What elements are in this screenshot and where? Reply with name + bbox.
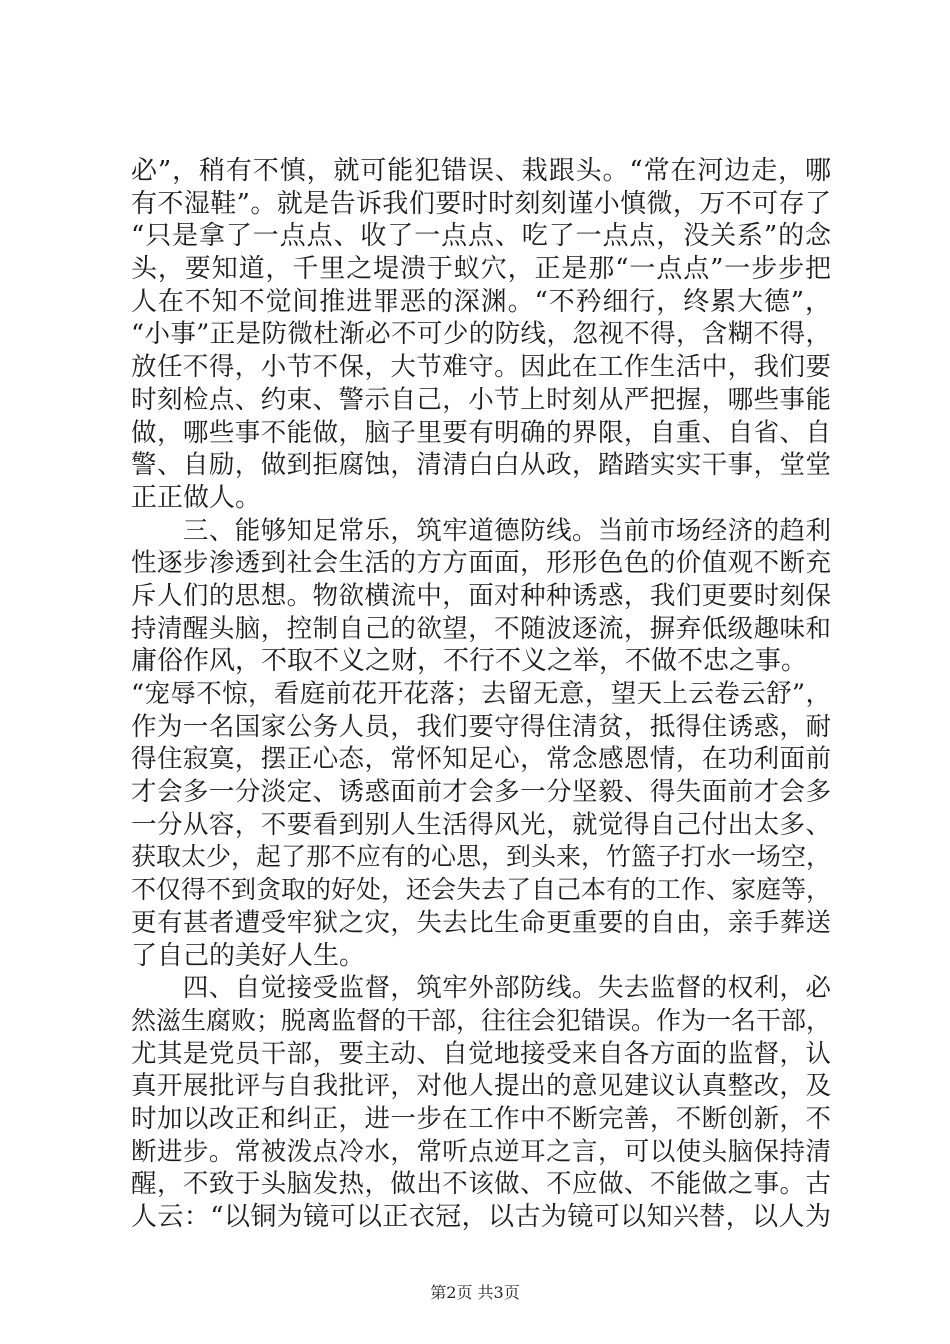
text-line: 更有甚者遭受牢狱之灾，失去比生命更重要的自由，亲手葬送 [131, 907, 831, 938]
text-line: 人云：“以铜为镜可以正衣冠，以古为镜可以知兴替，以人为 [131, 1202, 831, 1232]
text-line: 获取太少，起了那不应有的心思，到头来，竹篮子打水一场空， [131, 842, 832, 872]
text-line: “只是拿了一点点、收了一点点、吃了一点点，没关系”的念 [131, 221, 831, 252]
text-line: 四、自觉接受监督，筑牢外部防线。失去监督的权利，必 [131, 973, 831, 1004]
text-line: 三、能够知足常乐，筑牢道德防线。当前市场经济的趋利 [131, 515, 831, 546]
text-line: 尤其是党员干部，要主动、自觉地接受来自各方面的监督，认 [131, 1038, 831, 1069]
text-line: 得住寂寞，摆正心态，常怀知足心，常念感恩情，在功利面前 [131, 744, 831, 775]
text-line: 放任不得，小节不保，大节难守。因此在工作生活中，我们要 [131, 352, 831, 383]
text-line: 做，哪些事不能做，脑子里要有明确的界限，自重、自省、自 [131, 417, 831, 448]
text-line: 头，要知道，千里之堤溃于蚁穴，正是那“一点点”一步步把 [131, 254, 831, 285]
text-line: 了自己的美好人生。 [131, 940, 366, 971]
text-line: 断进步。常被泼点冷水，常听点逆耳之言，可以使头脑保持清 [131, 1136, 831, 1167]
text-line: 然滋生腐败；脱离监督的干部，往往会犯错误。作为一名干部， [131, 1005, 832, 1035]
text-line: 斥人们的思想。物欲横流中，面对种种诱惑，我们更要时刻保 [131, 580, 831, 611]
text-line: 正正做人。 [131, 482, 262, 513]
text-line: 持清醒头脑，控制自己的欲望，不随波逐流，摒弃低级趣味和 [131, 613, 831, 644]
text-line: 醒，不致于头脑发热，做出不该做、不应做、不能做之事。古 [131, 1169, 831, 1200]
text-line: 必”，稍有不慎，就可能犯错误、栽跟头。“常在河边走，哪 [131, 156, 831, 186]
text-line: “宠辱不惊，看庭前花开花落；去留无意，望天上云卷云舒”， [131, 679, 831, 709]
text-line: 真开展批评与自我批评，对他人提出的意见建议认真整改，及 [131, 1071, 831, 1102]
text-line: 性逐步渗透到社会生活的方方面面，形形色色的价值观不断充 [131, 548, 831, 579]
text-line: 时刻检点、约束、警示自己，小节上时刻从严把握，哪些事能 [131, 384, 831, 415]
text-line: 庸俗作风，不取不义之财，不行不义之举，不做不忠之事。 [131, 646, 808, 677]
text-line: 不仅得不到贪取的好处，还会失去了自己本有的工作、家庭等， [131, 875, 832, 905]
text-line: 才会多一分淡定、诱惑面前才会多一分坚毅、得失面前才会多 [131, 777, 831, 808]
text-line: 时加以改正和纠正，进一步在工作中不断完善，不断创新，不 [131, 1103, 831, 1134]
text-line: 有不湿鞋”。就是告诉我们要时时刻刻谨小慎微，万不可存了 [131, 188, 831, 219]
text-line: 人在不知不觉间推进罪恶的深渊。“不矜细行，终累大德”， [131, 286, 831, 317]
body-text [131, 155, 831, 1234]
text-line: 一分从容，不要看到别人生活得风光，就觉得自己付出太多、 [131, 809, 831, 840]
text-line: 警、自励，做到拒腐蚀，清清白白从政，踏踏实实干事，堂堂 [131, 450, 831, 481]
page-footer: 第2页 共3页 [430, 1283, 520, 1302]
text-line: 作为一名国家公务人员，我们要守得住清贫，抵得住诱惑，耐 [131, 711, 831, 742]
text-line: “小事”正是防微杜渐必不可少的防线，忽视不得，含糊不得， [131, 319, 831, 350]
